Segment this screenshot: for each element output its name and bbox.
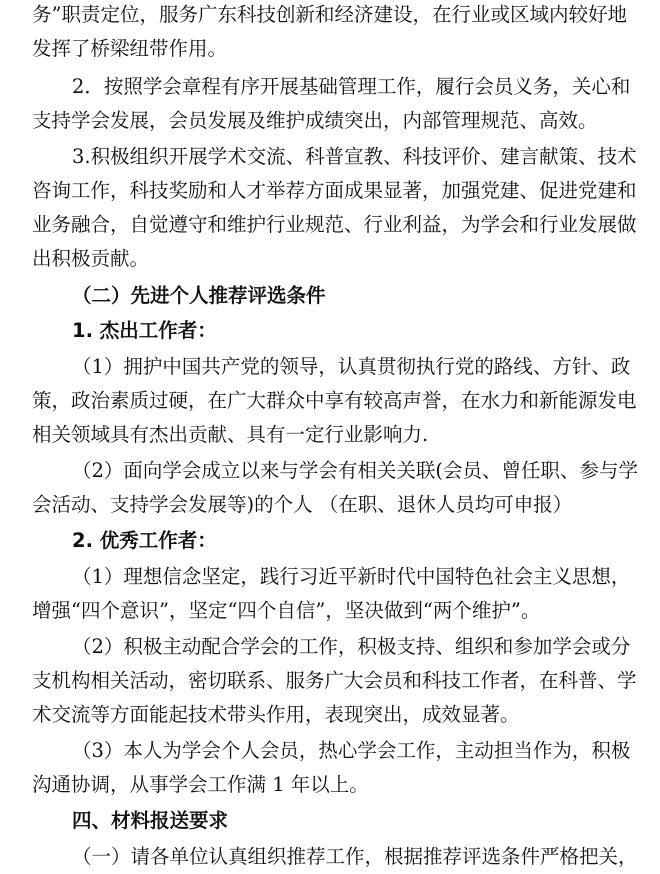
paragraph-line: 咨询工作，科技奖励和人才举荐方面成果显著，加强党建、促进党建和: [32, 179, 637, 202]
paragraph-line: 务”职责定位，服务广东科技创新和经济建设，在行业或区域内较好地: [32, 3, 627, 26]
paragraph-line: 增强“四个意识”，坚定“四个自信”，坚决做到“两个维护”。: [32, 599, 541, 622]
paragraph-line: 术交流等方面能起技术带头作用，表现突出，成效显著。: [32, 703, 520, 726]
paragraph-line: （3）本人为学会个人会员，热心学会工作，主动担当作为，积极: [72, 739, 631, 762]
paragraph-line: （1）理想信念坚定，践行习近平新时代中国特色社会主义思想，: [72, 565, 631, 588]
paragraph-line: （2）面向学会成立以来与学会有相关关联(会员、曾任职、参与学: [72, 459, 639, 482]
subsection-heading: 1. 杰出工作者：: [72, 319, 217, 342]
paragraph-line: 3.积极组织开展学术交流、科普宣教、科技评价、建言献策、技术: [72, 145, 637, 168]
paragraph-line: 会活动、支持学会发展等)的个人 （在职、退休人员均可申报）: [32, 493, 573, 516]
paragraph-line: （2）积极主动配合学会的工作，积极支持、组织和参加学会或分: [72, 635, 631, 658]
section-heading: （二）先进个人推荐评选条件: [72, 284, 326, 307]
paragraph-line: 相关领域具有杰出贡献、具有一定行业影响力.: [32, 423, 429, 446]
subsection-heading: 2. 优秀工作者：: [72, 529, 217, 552]
section-heading: 四、材料报送要求: [72, 809, 229, 832]
paragraph-line: （一）请各单位认真组织推荐工作，根据推荐评选条件严格把关，: [72, 845, 638, 868]
paragraph-line: 2．按照学会章程有序开展基础管理工作，履行会员义务，关心和: [72, 75, 631, 98]
paragraph-line: 沟通协调，从事学会工作满 1 年以上。: [32, 773, 369, 796]
paragraph-line: 发挥了桥梁纽带作用。: [32, 37, 228, 60]
paragraph-line: 支持学会发展，会员发展及维护成绩突出，内部管理规范、高效。: [32, 109, 598, 132]
paragraph-line: （1）拥护中国共产党的领导，认真贯彻执行党的路线、方针、政: [72, 355, 631, 378]
paragraph-line: 策，政治素质过硬，在广大群众中享有较高声誉，在水力和新能源发电: [32, 389, 637, 412]
paragraph-line: 出积极贡献。: [32, 247, 150, 270]
paragraph-line: 业务融合，自觉遵守和维护行业规范、行业利益，为学会和行业发展做: [32, 213, 637, 236]
paragraph-line: 支机构相关活动，密切联系、服务广大会员和科技工作者，在科普、学: [32, 669, 637, 692]
